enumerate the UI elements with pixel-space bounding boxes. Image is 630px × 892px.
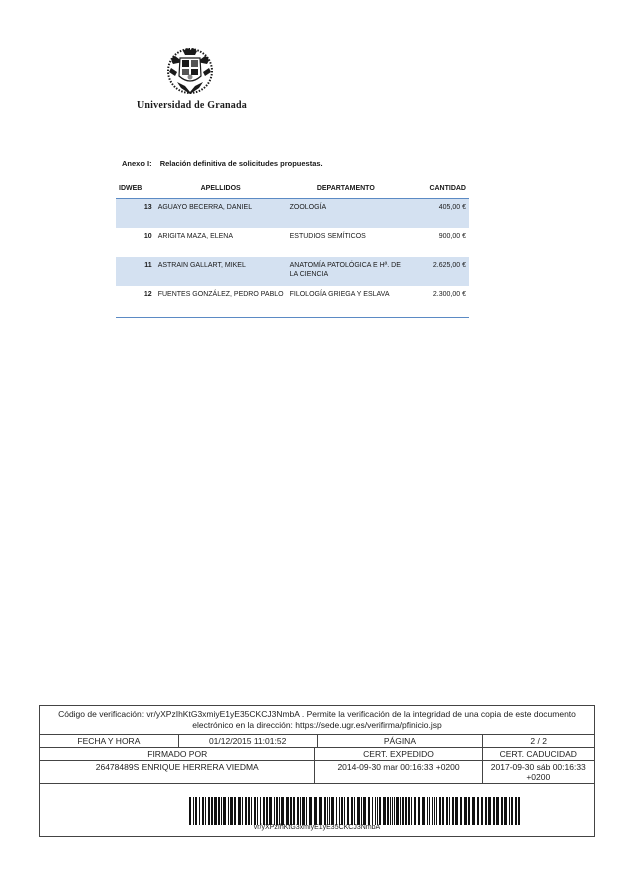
barcode-area	[40, 784, 594, 836]
expedido-value: 2014-09-30 mar 00:16:33 +0200	[315, 761, 482, 783]
cell-cantidad: 2.300,00 €	[405, 286, 469, 318]
cell-cantidad: 900,00 €	[438, 233, 466, 240]
cell-cantidad: 2.625,00 €	[405, 257, 469, 286]
cell-departamento: ZOOLOGÍA	[287, 199, 405, 229]
cell-departamento: ESTUDIOS SEMÍTICOS	[289, 233, 366, 240]
fecha-value: 01/12/2015 11:01:52	[179, 735, 318, 747]
signature-box	[39, 705, 595, 837]
table-header-row	[116, 178, 469, 199]
firmante-value: 26478489S ENRIQUE HERRERA VIEDMA	[40, 761, 315, 783]
column-header-idweb: IDWEB	[116, 178, 155, 199]
verification-text: Código de verificación: vr/yXPzIhKtG3xmiyE1yE35CKCJ3NmbA . Permite la verificación de la integridad de una copia de este documento electrónico en la dirección: https://sede.ugr.es/verifirma/pfinicio.jsp	[40, 706, 594, 735]
cell-idweb: 10	[143, 233, 152, 240]
signer-value-row	[40, 761, 594, 784]
cell-apellidos: AGUAYO BECERRA, DANIEL	[155, 199, 287, 229]
cell-apellidos: FUENTES GONZÁLEZ, PEDRO PABLO	[155, 286, 287, 318]
cell-departamento: FILOLOGÍA GRIEGA Y ESLAVA	[287, 286, 405, 318]
column-header-departamento: DEPARTAMENTO	[287, 178, 405, 199]
university-name: Universidad de Granada	[137, 100, 247, 111]
barcode-icon	[189, 797, 520, 825]
cell-departamento: ANATOMÍA PATOLÓGICA E Hª. DE LA CIENCIA	[287, 257, 405, 286]
cell-idweb: 11	[116, 257, 155, 286]
cell-idweb: 12	[116, 286, 155, 318]
expedido-label: CERT. EXPEDIDO	[315, 748, 482, 760]
pagina-label: PÁGINA	[318, 735, 484, 747]
signer-header-row	[40, 748, 594, 761]
column-header-apellidos: APELLIDOS	[155, 178, 287, 199]
annex-label: Anexo I:	[122, 159, 152, 168]
cell-idweb: 13	[116, 199, 155, 229]
table-row	[116, 257, 469, 286]
pagina-value: 2 / 2	[530, 736, 547, 746]
firmado-label: FIRMADO POR	[40, 748, 315, 760]
cell-apellidos: ASTRAIN GALLART, MIKEL	[155, 257, 287, 286]
table-row	[116, 286, 469, 318]
barcode-text: vr/yXPzIhKtG3xmiyE1yE35CKCJ3NmbA	[253, 824, 381, 831]
annex-title: Relación definitiva de solicitudes propuestas.	[159, 159, 323, 168]
column-header-cantidad: CANTIDAD	[405, 178, 469, 199]
cell-apellidos: ARIGITA MAZA, ELENA	[157, 233, 234, 240]
caducidad-value: 2017-09-30 sáb 00:16:33 +0200	[490, 762, 586, 782]
caducidad-label: CERT. CADUCIDAD	[499, 749, 577, 759]
university-crest-icon	[163, 46, 217, 96]
requests-table	[116, 178, 469, 318]
date-page-row	[40, 735, 594, 748]
annex-heading	[122, 159, 323, 168]
table-row	[116, 199, 469, 229]
table-row	[116, 228, 469, 257]
cell-cantidad: 405,00 €	[405, 199, 469, 229]
fecha-label: FECHA Y HORA	[40, 735, 179, 747]
